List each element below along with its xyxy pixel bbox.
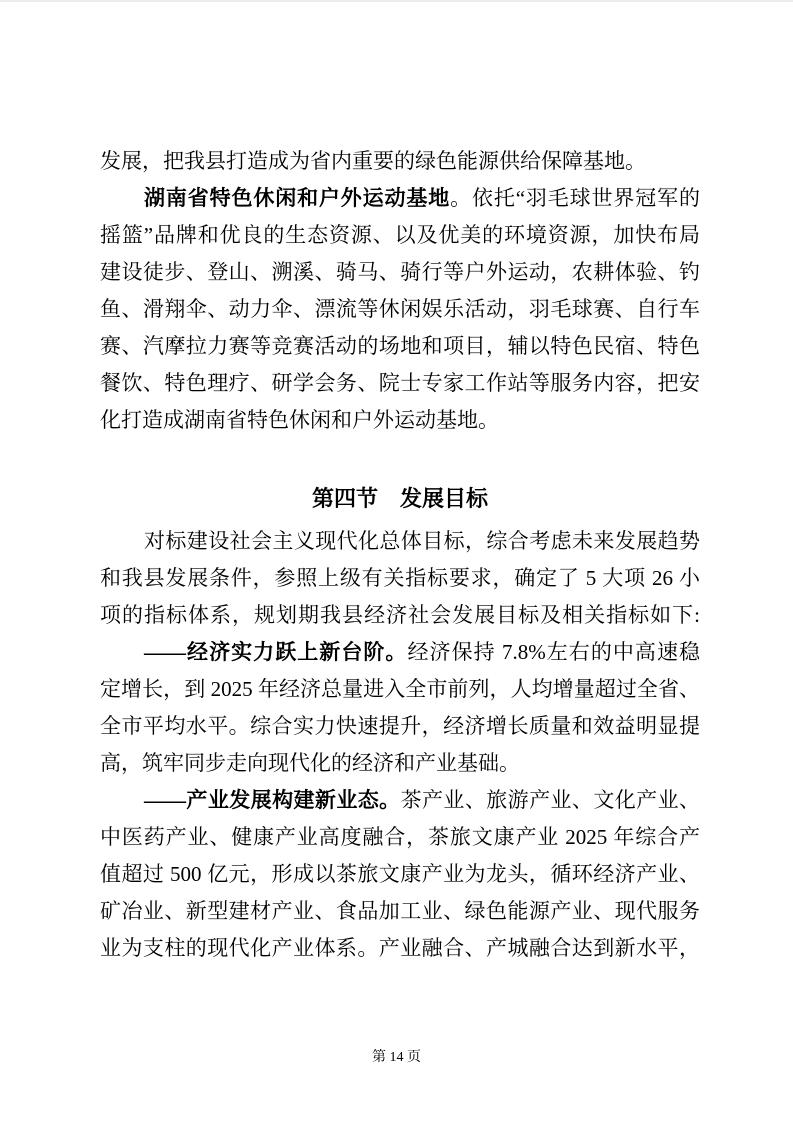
text-line: 对标建设社会主义现代化总体目标，综合考虑未来发展趋势 <box>144 529 700 553</box>
text-line: 值超过 500 亿元，形成以茶旅文康产业为龙头，循环经济产业、 <box>100 862 700 886</box>
text-line: 发展，把我县打造成为省内重要的绿色能源供给保障基地。 <box>100 149 646 173</box>
paragraph-lead-rest: 茶产业、旅游产业、文化产业、 <box>400 788 700 812</box>
text-line: 餐饮、特色理疗、研学会务、院士专家工作站等服务内容，把安 <box>100 371 700 395</box>
text-line: 全市平均水平。综合实力快速提升，经济增长质量和效益明显提 <box>100 714 700 738</box>
section-heading: 第四节 发展目标 <box>311 486 488 511</box>
text-line: 高，筑牢同步走向现代化的经济和产业基础。 <box>100 751 520 775</box>
text-block-top <box>100 143 700 439</box>
text-block-main <box>100 523 700 967</box>
text-line: 鱼、滑翔伞、动力伞、漂流等休闲娱乐活动，羽毛球赛、自行车 <box>100 297 700 321</box>
text-line: 定增长，到 2025 年经济总量进入全市前列，人均增量超过全省、 <box>100 677 700 701</box>
text-line: 摇篮”品牌和优良的生态资源、以及优美的环境资源，加快布局 <box>100 223 700 247</box>
text-line <box>100 634 700 671</box>
paragraph-lead-rest: 。依托“羽毛球世界冠军的 <box>450 186 700 210</box>
paragraph-lead-bold: ——经济实力跃上新台阶。 <box>144 640 408 664</box>
text-line <box>100 180 700 217</box>
text-line: 项的指标体系，规划期我县经济社会发展目标及相关指标如下: <box>100 603 700 627</box>
paragraph-lead-bold: 湖南省特色休闲和户外运动基地 <box>144 186 451 210</box>
text-line: 矿冶业、新型建材产业、食品加工业、绿色能源产业、现代服务 <box>100 899 700 923</box>
paragraph-lead-bold: ——产业发展构建新业态。 <box>144 788 401 812</box>
text-line <box>100 782 700 819</box>
text-line: 赛、汽摩拉力赛等竞赛活动的场地和项目，辅以特色民宿、特色 <box>100 334 700 358</box>
paragraph-lead-rest: 经济保持 7.8%左右的中高速稳 <box>407 640 700 664</box>
text-line: 中医药产业、健康产业高度融合，茶旅文康产业 2025 年综合产 <box>100 825 700 849</box>
text-line: 和我县发展条件，参照上级有关指标要求，确定了 5 大项 26 小 <box>100 566 700 590</box>
text-line: 建设徒步、登山、溯溪、骑马、骑行等户外运动，农耕体验、钓 <box>100 260 700 284</box>
page-number: 第 14 页 <box>372 1050 421 1065</box>
text-line: 化打造成湖南省特色休闲和户外运动基地。 <box>100 408 499 432</box>
text-line: 业为支柱的现代化产业体系。产业融合、产城融合达到新水平， <box>100 936 700 960</box>
